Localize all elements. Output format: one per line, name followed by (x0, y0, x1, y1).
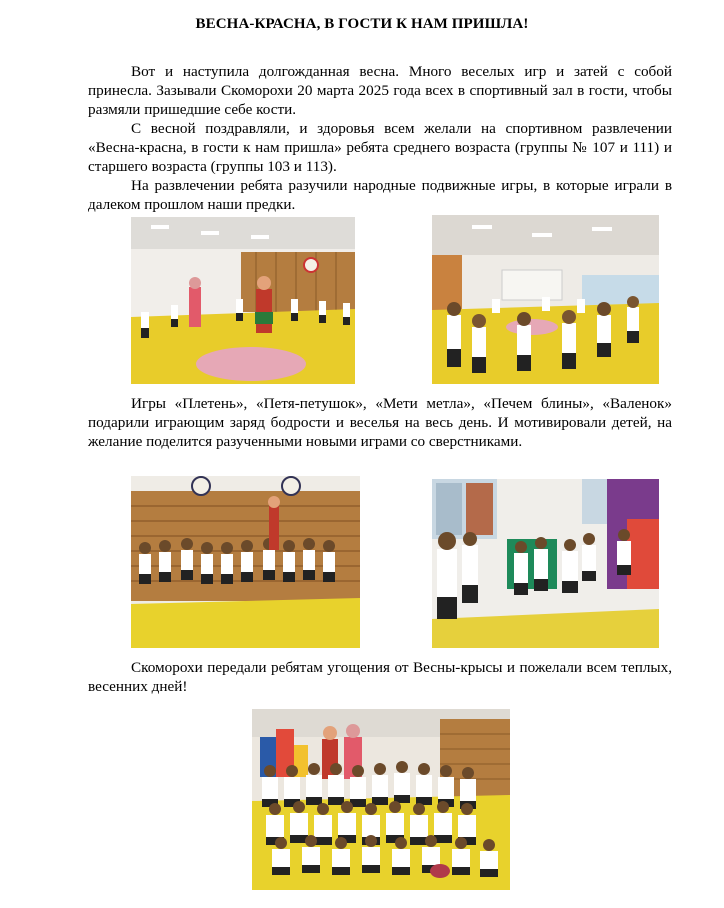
paragraph-2: С весной поздравляли, и здоровья всем желали на спортивном развлечении «Весна-красна, в гости к нам пришла» ребята среднего возраста (группы № 107 и 111) и старшего возраста (группы 103 и 113). (88, 120, 672, 175)
paragraph-1: Вот и наступила долгожданная весна. Много веселых игр и затей с собой принесла. Зазывали Скоморохи 20 марта 2025 года всех в спортивный зал в гости, чтобы размяли пришедшие себе кости. (88, 63, 672, 118)
photo-group (252, 709, 510, 890)
photo-skomorokhi-gym (131, 217, 355, 384)
photo-kids-line (131, 476, 360, 648)
paragraph-5: Скоморохи передали ребятам угощения от Весны-крысы и пожелали всем теплых, весенних дней! (88, 659, 672, 695)
page-title: ВЕСНА-КРАСНА, В ГОСТИ К НАМ ПРИШЛА! (195, 16, 529, 32)
paragraph-4: Игры «Плетень», «Петя-петушок», «Мети метла», «Печем блины», «Валенок» подарили играющим заряд бодрости и веселья на весь день. И мотивировали детей, на желание поделится разученными новыми играми со сверстниками. (88, 395, 672, 450)
photo-kids-window (432, 479, 659, 648)
paragraph-3: На развлечении ребята разучили народные подвижные игры, в которые играли в далеком прошлом наши предки. (88, 177, 672, 213)
photo-circle-game (432, 215, 659, 384)
